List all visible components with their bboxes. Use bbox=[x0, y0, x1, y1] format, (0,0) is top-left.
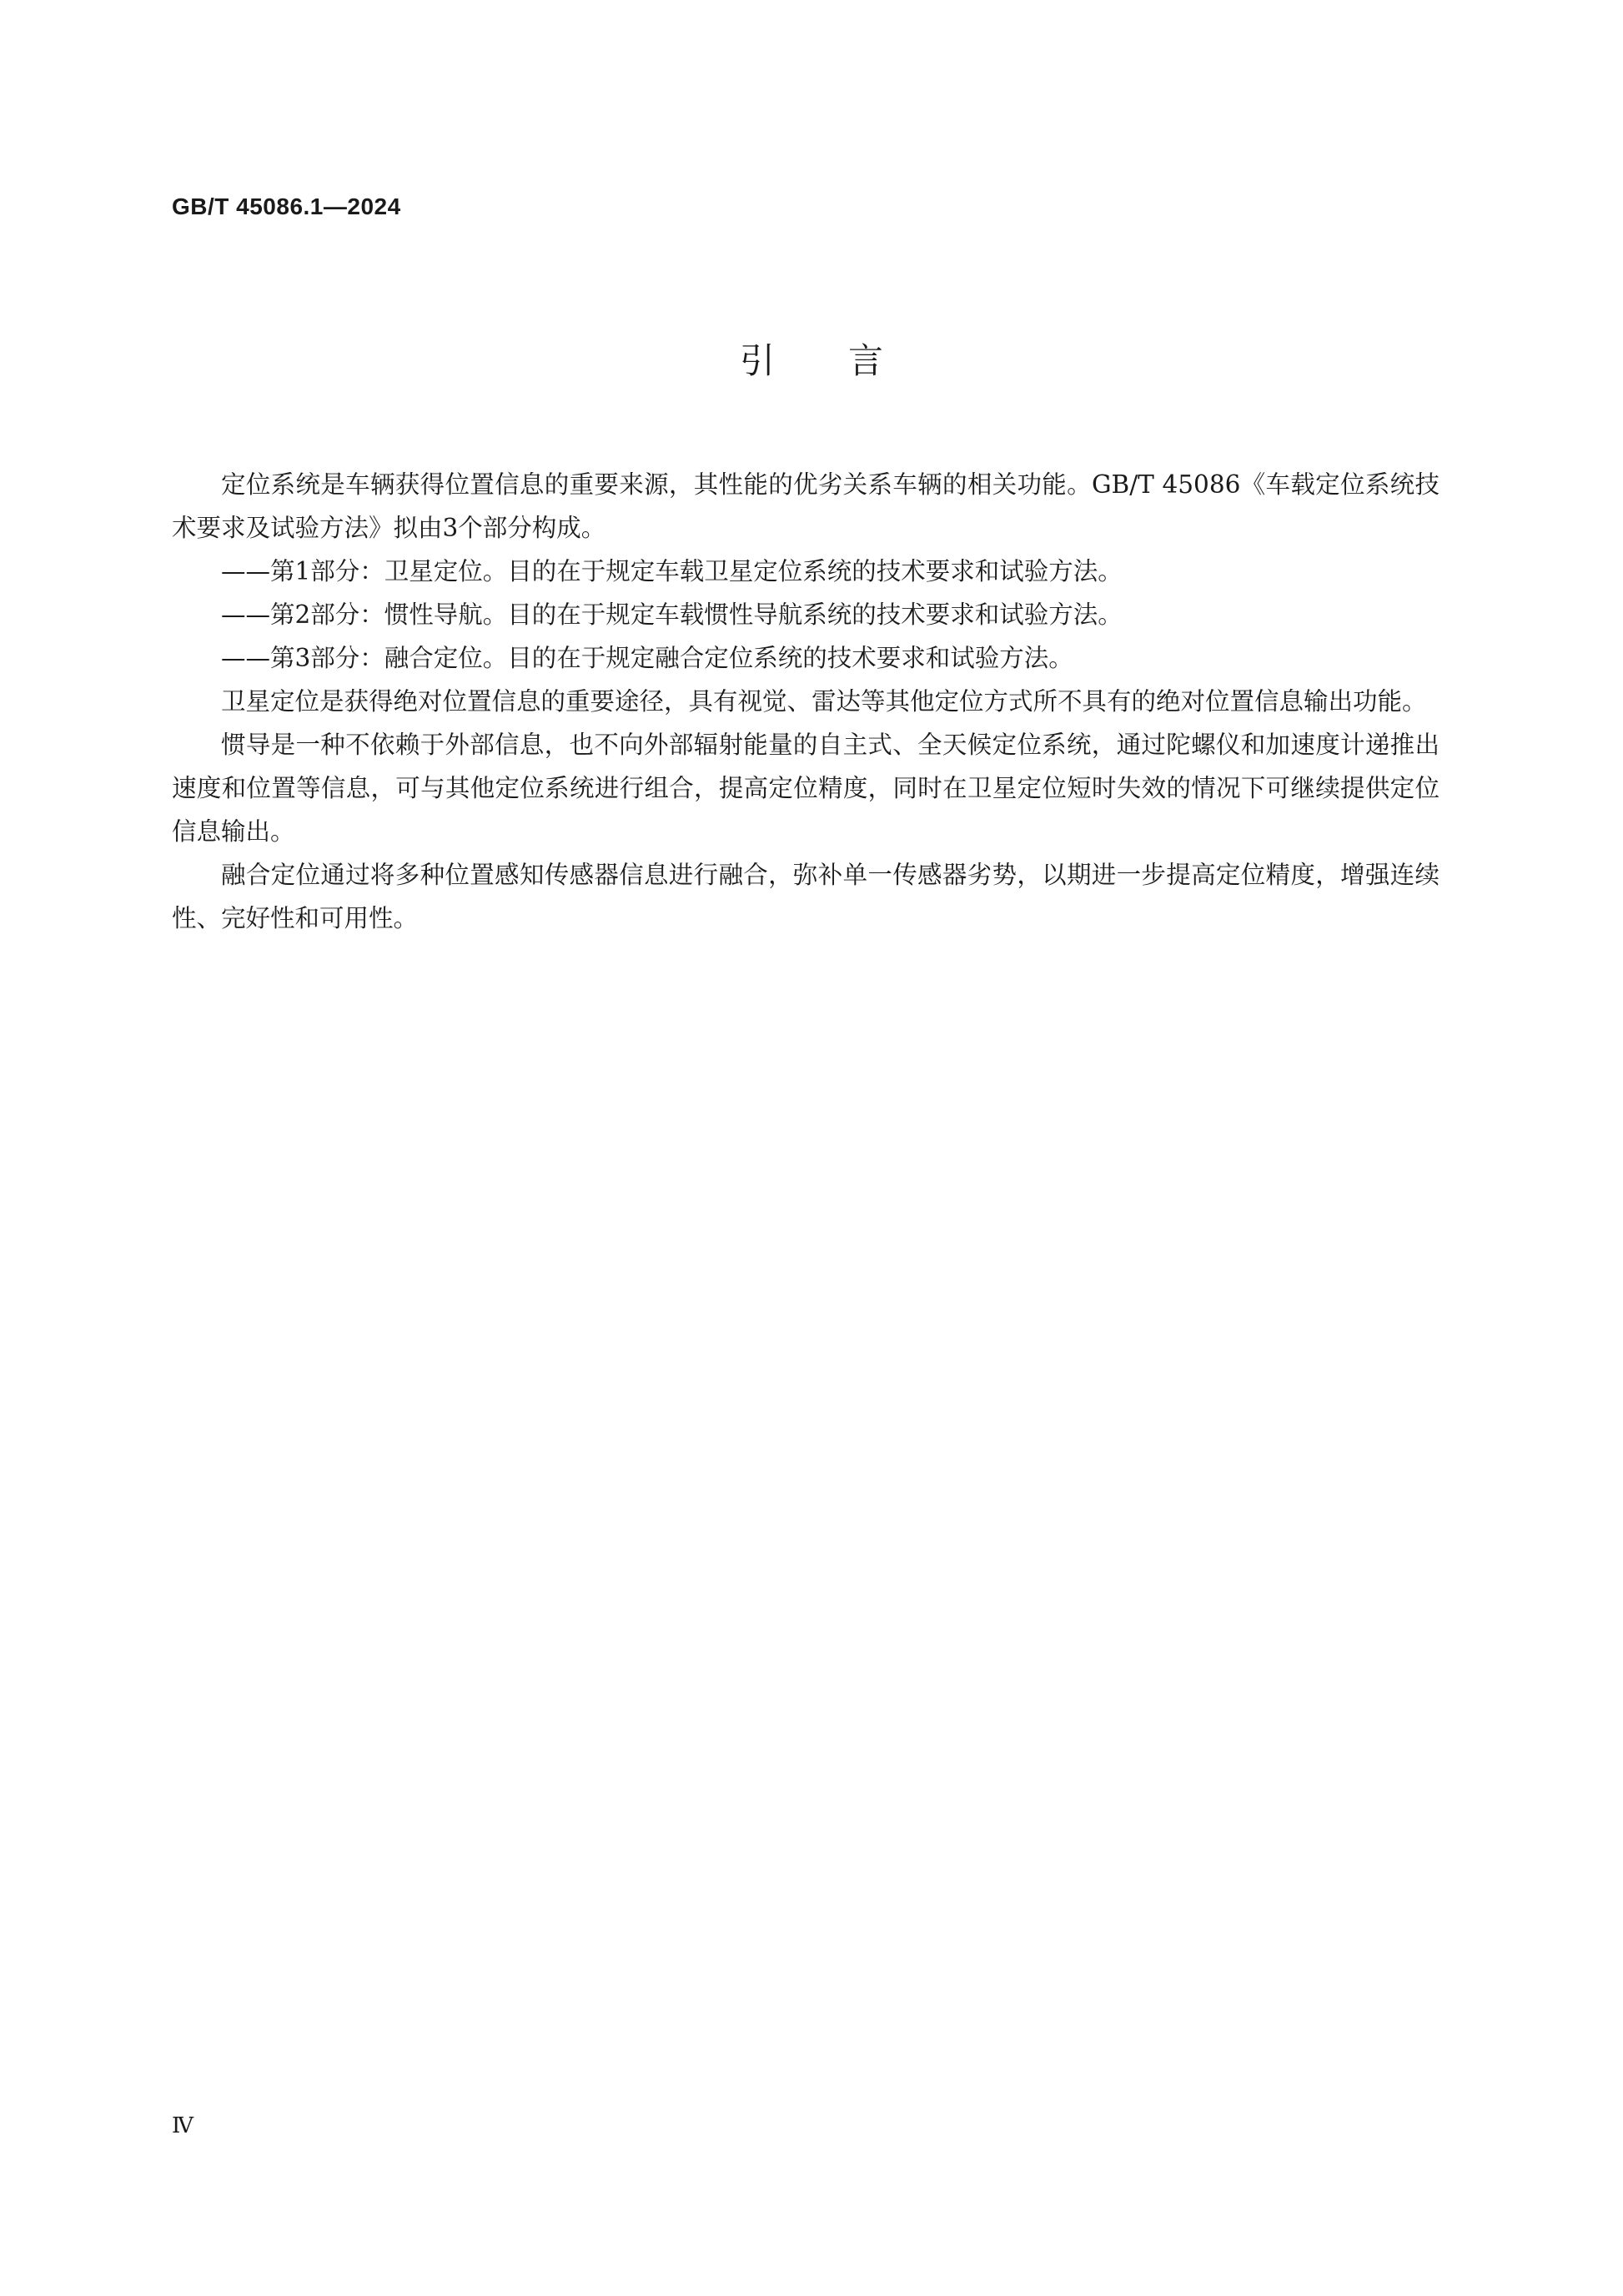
list-item-part-1: ——第1部分：卫星定位。目的在于规定车载卫星定位系统的技术要求和试验方法。 bbox=[221, 557, 1123, 585]
body-text bbox=[172, 463, 1440, 940]
intro-paragraph: 定位系统是车辆获得位置信息的重要来源，其性能的优劣关系车辆的相关功能。GB/T 45086《车载定位系统技术要求及试验方法》拟由3个部分构成。 bbox=[172, 470, 1440, 542]
document-code: GB/T 45086.1—2024 bbox=[172, 193, 401, 219]
list-item-part-3: ——第3部分：融合定位。目的在于规定融合定位系统的技术要求和试验方法。 bbox=[221, 644, 1073, 672]
page-number: Ⅳ bbox=[172, 2113, 193, 2138]
satellite-paragraph: 卫星定位是获得绝对位置信息的重要途径，具有视觉、雷达等其他定位方式所不具有的绝对位置信息输出功能。 bbox=[221, 687, 1427, 716]
fusion-paragraph: 融合定位通过将多种位置感知传感器信息进行融合，弥补单一传感器劣势，以期进一步提高定位精度，增强连续性、完好性和可用性。 bbox=[172, 861, 1440, 932]
list-item-part-2: ——第2部分：惯性导航。目的在于规定车载惯性导航系统的技术要求和试验方法。 bbox=[221, 600, 1123, 629]
section-title: 引言 bbox=[739, 340, 957, 381]
inertial-paragraph: 惯导是一种不依赖于外部信息，也不向外部辐射能量的自主式、全天候定位系统，通过陀螺仪和加速度计递推出速度和位置等信息，可与其他定位系统进行组合，提高定位精度，同时在卫星定位短时失效的情况下可继续提供定位信息输出。 bbox=[172, 731, 1440, 846]
